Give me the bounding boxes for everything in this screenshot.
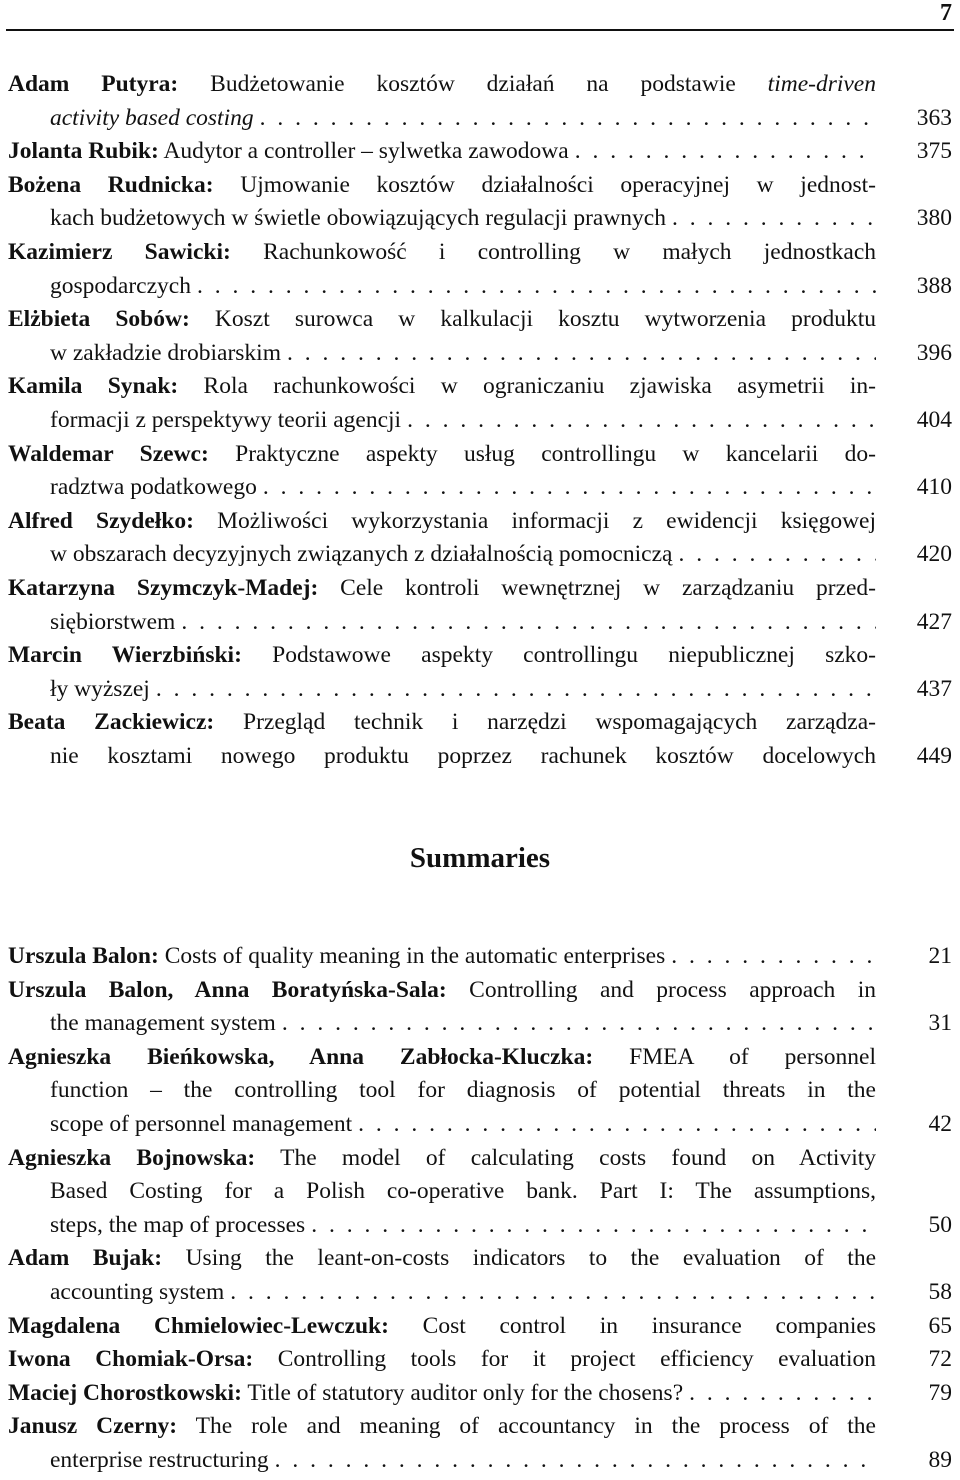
- entry-author: Waldemar Szewc:: [8, 440, 209, 467]
- dot-leader: [175, 606, 876, 640]
- dot-leader: [683, 1377, 876, 1411]
- entry-line-last: [8, 337, 876, 371]
- entry-line-first: [8, 303, 876, 337]
- entry-line-last: [8, 1444, 876, 1478]
- entry-line-first: [8, 1242, 876, 1276]
- entry-title: Praktyczne aspekty usług controllingu w kancelarii do-: [235, 440, 876, 467]
- entry-page-number: 65: [928, 1312, 952, 1339]
- header-rule: [6, 29, 954, 31]
- toc-entry: [8, 940, 952, 974]
- entry-page-number: 72: [928, 1346, 952, 1373]
- entry-page-number: 375: [916, 138, 952, 165]
- entry-title: The model of calculating costs found on Activity: [280, 1144, 877, 1171]
- entry-page-number: 437: [916, 675, 952, 702]
- entry-line-last: [8, 404, 876, 438]
- entry-title-wrap: [8, 135, 569, 169]
- entry-line-last: [8, 102, 876, 136]
- toc-entry: [8, 572, 952, 639]
- entry-line-first: [8, 370, 876, 404]
- entry-title: Podstawowe aspekty controllingu niepublicznej szko-: [272, 642, 876, 669]
- page-number: 7: [940, 0, 952, 26]
- entry-title-end: gospodarczych: [50, 272, 191, 299]
- entry-line-first: [8, 639, 876, 673]
- entry-author: Iwona Chomiak-Orsa:: [8, 1346, 254, 1373]
- entry-page-number: 58: [928, 1278, 952, 1305]
- entry-page-number: 50: [928, 1211, 952, 1238]
- entry-line: [8, 1377, 876, 1411]
- toc-entry: [8, 1242, 952, 1309]
- entry-author: Kamila Synak:: [8, 373, 179, 400]
- entry-line: [8, 1310, 876, 1344]
- toc-entry: [8, 505, 952, 572]
- entry-page-number: 89: [928, 1446, 952, 1473]
- entry-title: Cost control in insurance companies: [422, 1312, 876, 1339]
- entry-title-end: accounting system: [50, 1278, 225, 1305]
- entry-title-wrap: [8, 940, 665, 974]
- entry-title: Możliwości wykorzystania informacji z ewidencji księgowej: [217, 507, 876, 534]
- entry-page-number: 42: [928, 1110, 952, 1137]
- entry-title: Using the leant-on-costs indicators to the evaluation of the: [185, 1245, 876, 1272]
- entry-page-number: 396: [916, 339, 952, 366]
- entry-title: FMEA of personnel: [629, 1043, 876, 1070]
- dot-leader: [254, 102, 876, 136]
- entry-title-end: enterprise restructuring: [50, 1446, 269, 1473]
- toc-entry: [8, 1377, 952, 1411]
- entry-author: Katarzyna Szymczyk-Madej:: [8, 574, 319, 601]
- entry-author: Urszula Balon, Anna Boratyńska-Sala:: [8, 976, 447, 1003]
- entry-line-first: [8, 68, 876, 102]
- entry-author: Elżbieta Sobów:: [8, 306, 190, 333]
- entry-title-wrap: [8, 1377, 683, 1411]
- entry-author: Kazimierz Sawicki:: [8, 238, 231, 265]
- toc-entry: [8, 169, 952, 236]
- entry-line-last: [8, 538, 876, 572]
- entry-line-last: [8, 1209, 876, 1243]
- entry-title-end: steps, the map of processes: [50, 1211, 306, 1238]
- entry-author: Marcin Wierzbiński:: [8, 642, 242, 669]
- entry-line-first: [8, 572, 876, 606]
- entry-title-end: the management system: [50, 1010, 276, 1037]
- entry-author: Adam Bujak:: [8, 1245, 163, 1272]
- entry-line-first: [8, 1410, 876, 1444]
- entry-title-end: ły wyższej: [50, 675, 150, 702]
- entry-author: Jolanta Rubik:: [8, 138, 159, 165]
- toc-entry: [8, 706, 952, 773]
- entry-title: The role and meaning of accountancy in the process of the: [195, 1413, 876, 1440]
- entry-title: Controlling tools for it project efficiency evaluation: [277, 1346, 876, 1373]
- dot-leader: [276, 1007, 876, 1041]
- entry-line-last: [8, 270, 876, 304]
- entry-line-first: [8, 438, 876, 472]
- entry-title: Controlling and process approach in: [469, 976, 876, 1003]
- entry-line-first: [8, 1041, 876, 1075]
- entry-line: [8, 940, 876, 974]
- entry-title-end: scope of personnel management: [50, 1110, 353, 1137]
- toc-entry: [8, 1041, 952, 1142]
- entry-page-number: 363: [916, 104, 952, 131]
- dot-leader: [281, 337, 876, 371]
- entry-author: Magdalena Chmielowiec-Lewczuk:: [8, 1312, 389, 1339]
- entry-page-number: 404: [916, 406, 952, 433]
- dot-leader: [269, 1444, 876, 1478]
- entry-author: Maciej Chorostkowski:: [8, 1379, 242, 1406]
- toc-entry: [8, 68, 952, 135]
- toc-entry: [8, 1142, 952, 1243]
- entry-title-wrap: [8, 1310, 876, 1344]
- entry-line-cont: function – the controlling tool for diagnosis of potential threats in the: [50, 1077, 876, 1104]
- entry-title-end: radztwa podatkowego: [50, 474, 257, 501]
- entry-title-end: w zakładzie drobiarskim: [50, 339, 281, 366]
- entry-line-first: [8, 169, 876, 203]
- entry-line: [8, 135, 876, 169]
- toc-entry: [8, 1310, 952, 1344]
- toc-entry: [8, 1343, 952, 1377]
- entry-title: Rola rachunkowości w ograniczaniu zjawiska asymetrii in-: [203, 373, 876, 400]
- entry-line: [8, 1343, 876, 1377]
- entry-title-end: siębiorstwem: [50, 608, 176, 635]
- toc-entry: [8, 370, 952, 437]
- contents-section-summaries: [8, 940, 952, 1478]
- dot-leader: [401, 404, 876, 438]
- entry-line-last: [8, 606, 876, 640]
- entry-page-number: 410: [916, 474, 952, 501]
- entry-title: Budżetowanie kosztów działań na podstawie: [210, 71, 736, 97]
- dot-leader: [352, 1108, 876, 1142]
- entry-line-first: [8, 505, 876, 539]
- dot-leader: [305, 1209, 876, 1243]
- dot-leader: [666, 202, 876, 236]
- entry-page-number: 380: [916, 205, 952, 232]
- entry-line-last: [8, 1007, 876, 1041]
- entry-page-number: 388: [916, 272, 952, 299]
- entry-author: Urszula Balon:: [8, 943, 159, 969]
- entry-author: Beata Zackiewicz:: [8, 709, 215, 736]
- entry-page-number: 449: [916, 742, 952, 769]
- entry-author: Agnieszka Bojnowska:: [8, 1144, 256, 1171]
- toc-entry: [8, 1410, 952, 1477]
- entry-page-number: 21: [928, 943, 952, 969]
- contents-section-polish: [8, 68, 952, 773]
- entry-title: Ujmowanie kosztów działalności operacyjnej w jednost-: [240, 171, 877, 198]
- entry-line-first: [8, 974, 876, 1008]
- entry-line-first: [8, 706, 876, 740]
- toc-entry: [8, 303, 952, 370]
- entry-title-end: activity based costing: [50, 104, 254, 131]
- dot-leader: [224, 1276, 876, 1310]
- entry-line-last: [8, 740, 876, 774]
- dot-leader: [569, 135, 876, 169]
- entry-line-last: [8, 471, 876, 505]
- entry-page-number: 79: [928, 1379, 952, 1406]
- dot-leader: [672, 538, 876, 572]
- entry-title-italic: time-driven: [767, 71, 876, 97]
- entry-page-number: 427: [916, 608, 952, 635]
- entry-page-number: 31: [928, 1010, 952, 1037]
- entry-author: Adam Putyra:: [8, 71, 179, 97]
- entry-line-first: [8, 236, 876, 270]
- dot-leader: [150, 673, 876, 707]
- entry-title: Cele kontroli wewnętrznej w zarządzaniu przed-: [340, 574, 877, 601]
- entry-line-last: [8, 1276, 876, 1310]
- entry-line-first: [8, 1142, 876, 1176]
- toc-entry: [8, 236, 952, 303]
- summaries-heading: Summaries: [409, 842, 551, 874]
- entry-author: Janusz Czerny:: [8, 1413, 178, 1440]
- entry-title-end: nie kosztami nowego produktu poprzez rachunek kosztów docelowych: [50, 742, 876, 769]
- entry-title-wrap: [8, 1343, 876, 1377]
- entry-author: Agnieszka Bieńkowska, Anna Zabłocka-Kluczka:: [8, 1043, 594, 1070]
- dot-leader: [191, 270, 876, 304]
- entry-title: Rachunkowość i controlling w małych jednostkach: [263, 238, 877, 265]
- toc-entry: [8, 438, 952, 505]
- entry-title: Audytor a controller – sylwetka zawodowa: [163, 138, 569, 165]
- entry-title: Costs of quality meaning in the automatic enterprises: [164, 943, 666, 969]
- entry-page-number: 420: [916, 541, 952, 568]
- entry-title-end: formacji z perspektywy teorii agencji: [50, 406, 402, 433]
- entry-title-end: w obszarach decyzyjnych związanych z działalnością pomocniczą: [50, 541, 673, 568]
- entry-author: Bożena Rudnicka:: [8, 171, 214, 198]
- entry-line-cont: Based Costing for a Polish co-operative bank. Part I: The assumptions,: [50, 1178, 876, 1205]
- entry-line-last: [8, 1108, 876, 1142]
- entry-title: Title of statutory auditor only for the chosens?: [247, 1379, 684, 1406]
- entry-title-end: kach budżetowych w świetle obowiązujących regulacji prawnych: [50, 205, 666, 232]
- toc-entry: [8, 639, 952, 706]
- toc-entry: [8, 135, 952, 169]
- entry-author: Alfred Szydełko:: [8, 507, 194, 534]
- entry-line-last: [8, 673, 876, 707]
- entry-title: Koszt surowca w kalkulacji kosztu wytworzenia produktu: [214, 306, 876, 333]
- toc-entry: [8, 974, 952, 1041]
- dot-leader: [665, 940, 876, 974]
- entry-line-last: [8, 202, 876, 236]
- dot-leader: [257, 471, 876, 505]
- entry-title: Przegląd technik i narzędzi wspomagających zarządza-: [243, 709, 876, 736]
